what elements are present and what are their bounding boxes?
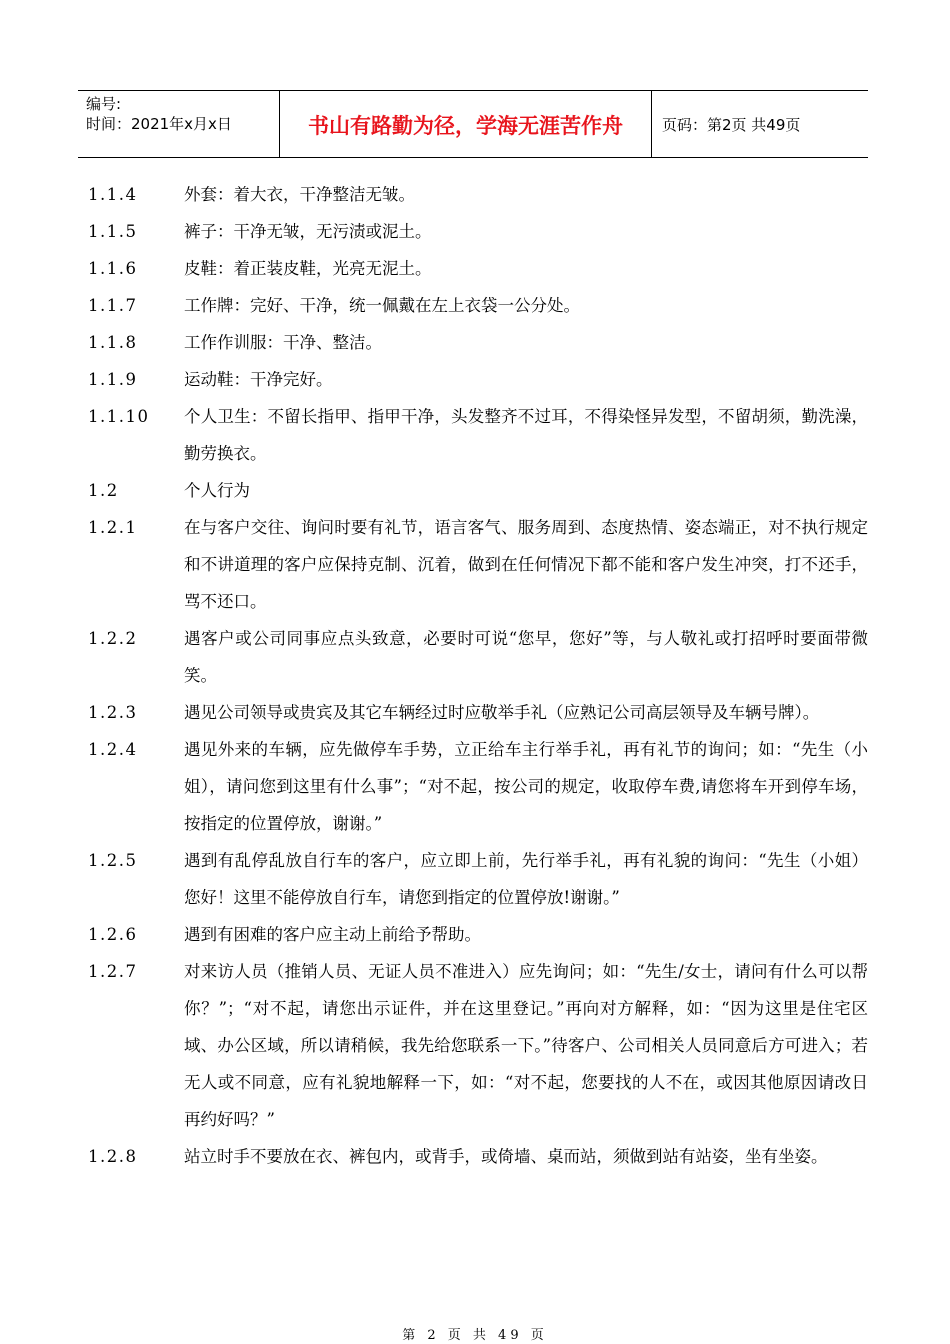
clause-text: 遇见外来的车辆，应先做停车手势，立正给车主行举手礼，再有礼节的询问；如：“先生（小姐），请问您到这里有什么事”；“对不起，按公司的规定，收取停车费,请您将车开到停车场，按指定的位置停放，谢谢。”	[184, 740, 868, 833]
clause-1-2-1	[88, 509, 868, 620]
clause-text: 个人卫生：不留长指甲、指甲干净，头发整齐不过耳，不得染怪异发型，不留胡须，勤洗澡，勤劳换衣。	[184, 407, 868, 463]
clause-text: 在与客户交往、询问时要有礼节，语言客气、服务周到、态度热情、姿态端正，对不执行规定和不讲道理的客户应保持克制、沉着，做到在任何情况下都不能和客户发生冲突，打不还手，骂不还口。	[184, 518, 868, 611]
clause-text: 皮鞋：着正装皮鞋，光亮无泥土。	[184, 259, 432, 278]
clause-number: 1.2.3	[88, 703, 138, 722]
clause-number: 1.1.5	[88, 222, 138, 241]
clause-text: 工作作训服：干净、整洁。	[184, 333, 382, 352]
clause-1-2-3	[88, 694, 868, 731]
clause-1-1-9	[88, 361, 868, 398]
clause-text: 遇到有困难的客户应主动上前给予帮助。	[184, 925, 481, 944]
clause-1-2-2	[88, 620, 868, 694]
section-number: 1.2	[88, 481, 119, 500]
clause-number: 1.2.1	[88, 518, 138, 537]
clause-number: 1.2.5	[88, 851, 138, 870]
clause-1-1-6	[88, 250, 868, 287]
clause-number: 1.1.4	[88, 185, 138, 204]
clause-1-2-8	[88, 1138, 868, 1175]
clause-number: 1.2.2	[88, 629, 138, 648]
clause-number: 1.1.8	[88, 333, 138, 352]
section-1-2	[88, 472, 868, 509]
clause-text: 工作牌：完好、干净，统一佩戴在左上衣袋一公分处。	[184, 296, 580, 315]
page-footer: 第 2 页 共 49 页	[402, 1328, 548, 1343]
clause-number: 1.2.6	[88, 925, 138, 944]
clause-1-1-10	[88, 398, 868, 472]
clause-1-1-8	[88, 324, 868, 361]
clause-number: 1.1.7	[88, 296, 138, 315]
clause-text: 遇客户或公司同事应点头致意，必要时可说“您早，您好”等，与人敬礼或打招呼时要面带微笑。	[184, 629, 868, 685]
clause-text: 对来访人员（推销人员、无证人员不准进入）应先询问；如：“先生/女士，请问有什么可以帮你？”；“对不起，请您出示证件，并在这里登记。”再向对方解释，如：“因为这里是住宅区域、办公区域，所以请稍候，我先给您联系一下。”待客户、公司相关人员同意后方可进入；若无人或不同意，应有礼貌地解释一下，如：“对不起，您要找的人不在，或因其他原因请改日再约好吗？”	[184, 962, 868, 1129]
clause-text: 站立时手不要放在衣、裤包内，或背手，或倚墙、桌而站，须做到站有站姿，坐有坐姿。	[184, 1147, 828, 1166]
clause-1-1-5	[88, 213, 868, 250]
clause-text: 遇到有乱停乱放自行车的客户，应立即上前，先行举手礼，再有礼貌的询问：“先生（小姐）您好！这里不能停放自行车，请您到指定的位置停放!谢谢。”	[184, 851, 868, 907]
clause-number: 1.1.6	[88, 259, 138, 278]
page-header	[78, 90, 868, 158]
clause-number: 1.1.9	[88, 370, 138, 389]
clause-1-1-4	[88, 176, 868, 213]
clause-number: 1.2.4	[88, 740, 138, 759]
clause-text: 遇见公司领导或贵宾及其它车辆经过时应敬举手礼（应熟记公司高层领导及车辆号牌）。	[184, 703, 820, 722]
clause-1-2-5	[88, 842, 868, 916]
clause-1-2-7	[88, 953, 868, 1138]
header-meta	[78, 91, 280, 157]
header-page-info: 页码：第2页 共49页	[662, 115, 801, 134]
clause-number: 1.1.10	[88, 407, 150, 426]
time-label: 时间：2021年x月x日	[86, 115, 232, 133]
clause-1-2-6	[88, 916, 868, 953]
clause-1-2-4	[88, 731, 868, 842]
clause-number: 1.2.7	[88, 962, 138, 981]
section-title: 个人行为	[184, 481, 250, 500]
clause-text: 运动鞋：干净完好。	[184, 370, 333, 389]
clause-text: 裤子：干净无皱，无污渍或泥土。	[184, 222, 432, 241]
clause-number: 1.2.8	[88, 1147, 138, 1166]
clause-1-1-7	[88, 287, 868, 324]
serial-number-label: 编号:	[86, 95, 122, 113]
header-motto: 书山有路勤为径，学海无涯苦作舟	[280, 91, 652, 157]
clause-list	[88, 176, 868, 1175]
clause-text: 外套：着大衣，干净整洁无皱。	[184, 185, 415, 204]
